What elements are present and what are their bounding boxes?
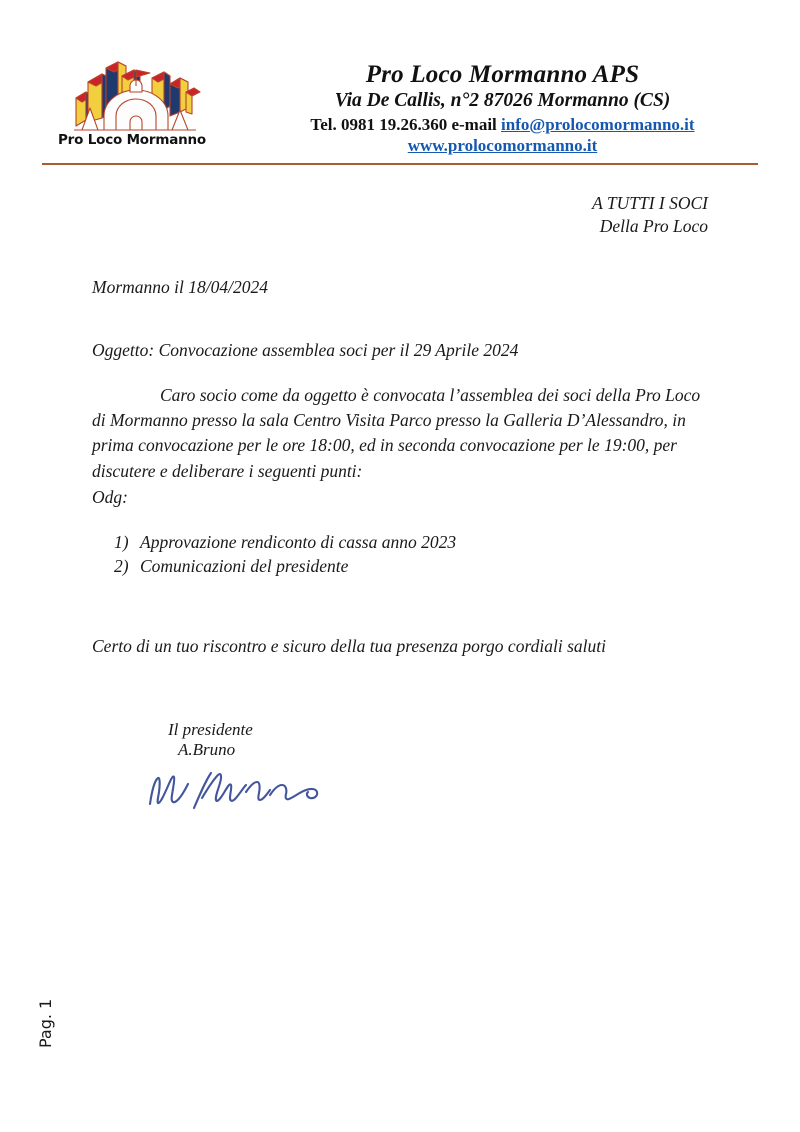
agenda-item-text: Comunicazioni del presidente: [140, 556, 349, 577]
agenda-item-number: 2): [114, 556, 129, 577]
body-paragraph: Caro socio come da oggetto è convocata l’assemblea dei soci della Pro Loco di Mormanno presso la sala Centro Visita Parco presso la Galleria D’Alessandro, in prima convocazione per le ore 18:00, ed in seconda convocazione per le 19:00, per discutere e deliberare i seguenti punti:: [92, 385, 701, 481]
agenda-item-number: 1): [114, 532, 129, 552]
subject-line: Oggetto: Convocazione assemblea soci per il 29 Aprile 2024: [92, 340, 519, 360]
agenda-label: Odg:: [92, 487, 128, 507]
village-skyline-dome-icon: [60, 42, 208, 138]
telephone-text: Tel. 0981 19.26.360 e-mail: [310, 115, 502, 135]
recipient-line-2: Della Pro Loco: [599, 216, 708, 237]
organization-name: Pro Loco Mormanno APS: [365, 61, 640, 88]
recipient-line-1: A TUTTI I SOCI: [592, 193, 708, 213]
signature-name: A.Bruno: [178, 740, 236, 759]
organization-website: [230, 136, 775, 156]
agenda-list: [114, 530, 674, 578]
handwritten-signature-icon: [146, 764, 336, 810]
website-link[interactable]: www.prolocomormanno.it: [407, 135, 598, 155]
logo-wordmark: Pro Loco Mormanno: [57, 132, 207, 148]
email-link[interactable]: info@prolocomormanno.it: [501, 115, 695, 135]
organization-contact: [230, 115, 775, 135]
signature-role: Il presidente: [168, 720, 253, 739]
date-line: Mormanno il 18/04/2024: [92, 277, 268, 297]
agenda-item: [114, 554, 674, 578]
signature-block: [168, 720, 468, 815]
closing-line: Certo di un tuo riscontro e sicuro della tua presenza porgo cordiali saluti: [92, 636, 606, 656]
page-number-label: Pag. 1: [36, 998, 55, 1048]
organization-details: [230, 60, 775, 156]
header-divider: [42, 163, 758, 165]
letterhead: [0, 0, 800, 160]
organization-logo: [52, 42, 212, 160]
organization-address: Via De Callis, n°2 87026 Mormanno (CS): [334, 90, 671, 112]
agenda-item-text: Approvazione rendiconto di cassa anno 2023: [140, 532, 457, 552]
recipient-block: [592, 192, 708, 239]
agenda-item: [114, 530, 674, 554]
